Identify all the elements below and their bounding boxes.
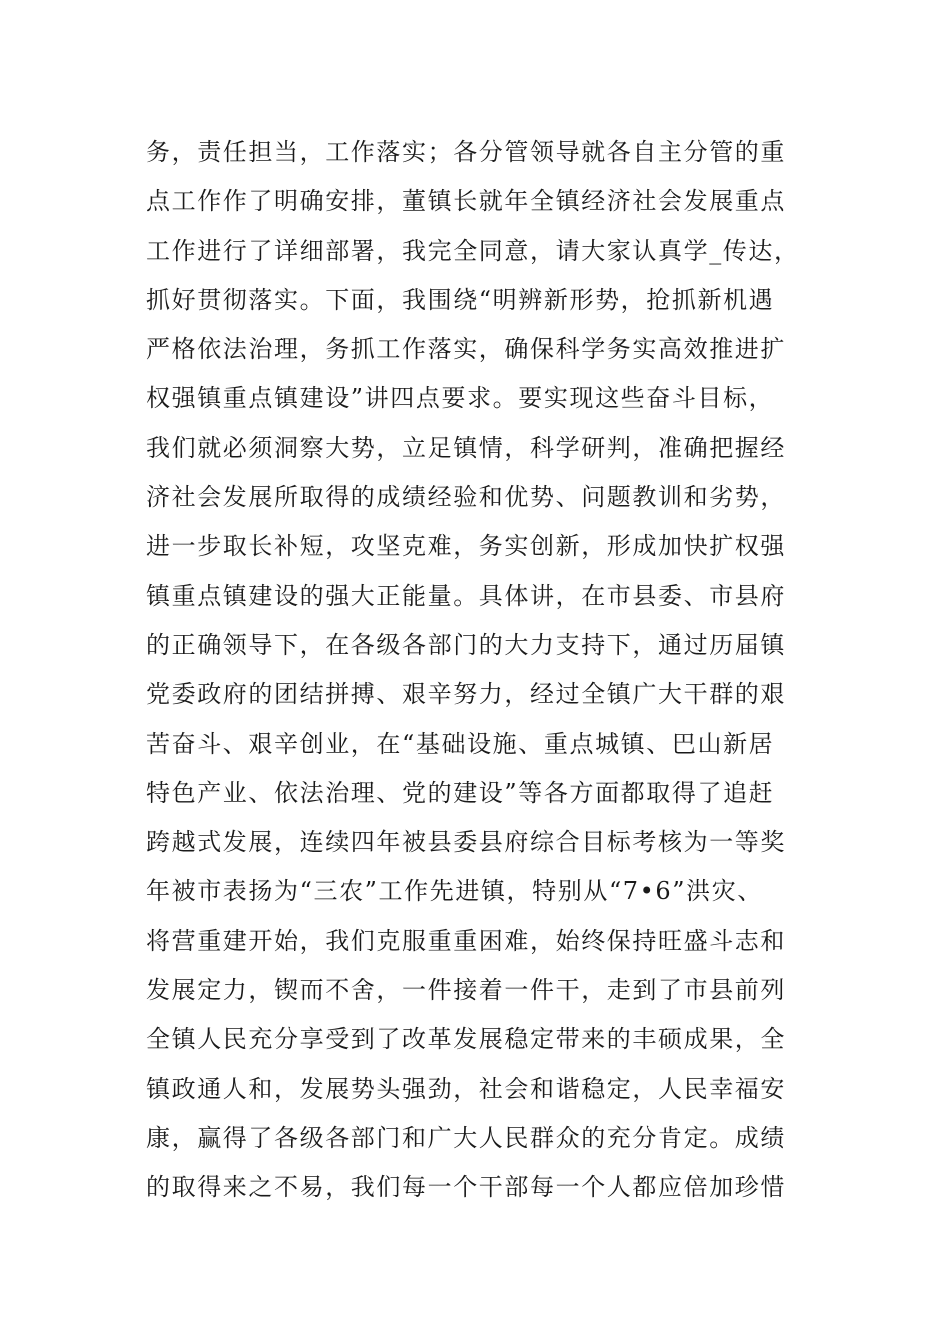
text-line: 党委政府的团结拼搏、艰辛努力，经过全镇广大干群的艰 [146, 680, 786, 709]
text-line: 抓好贯彻落实。下面，我围绕“明辨新形势，抢抓新机遇 [146, 285, 775, 314]
text-line: 点工作作了明确安排，董镇长就年全镇经济社会发展重点 [146, 187, 786, 216]
text-line: 镇政通人和，发展势头强劲，社会和谐稳定，人民幸福安 [146, 1074, 786, 1103]
text-line: 工作进行了详细部署，我完全同意，请大家认真学_传达， [146, 236, 800, 265]
text-line: 济社会发展所取得的成绩经验和优势、问题教训和劣势， [146, 483, 786, 512]
text-line: 全镇人民充分享受到了改革发展稳定带来的丰硕成果，全 [146, 1025, 786, 1054]
text-line: 我们就必须洞察大势，立足镇情，科学研判，准确把握经 [146, 433, 786, 462]
text-line: 特色产业、依法治理、党的建设”等各方面都取得了追赶 [146, 778, 775, 807]
text-line: 年被市表扬为“三农”工作先进镇，特别从“7•6”洪灾、 [146, 877, 763, 906]
text-line: 苦奋斗、艰辛创业，在“基础设施、重点城镇、巴山新居 [146, 729, 775, 758]
text-line: 进一步取长补短，攻坚克难，务实创新，形成加快扩权强 [146, 532, 786, 561]
text-line: 镇重点镇建设的强大正能量。具体讲，在市县委、市县府 [146, 581, 786, 610]
text-line: 严格依法治理，务抓工作落实，确保科学务实高效推进扩 [146, 335, 786, 364]
text-line: 跨越式发展，连续四年被县委县府综合目标考核为一等奖 [146, 828, 786, 857]
text-line: 权强镇重点镇建设”讲四点要求。要实现这些奋斗目标， [146, 384, 775, 413]
text-line: 务，责任担当，工作落实；各分管领导就各自主分管的重 [146, 138, 786, 166]
text-line: 将营重建开始，我们克服重重困难，始终保持旺盛斗志和 [146, 926, 786, 955]
text-line: 康，赢得了各级各部门和广大人民群众的充分肯定。成绩 [146, 1123, 786, 1152]
text-line: 的正确领导下，在各级各部门的大力支持下，通过历届镇 [146, 630, 786, 659]
text-line: 的取得来之不易，我们每一个干部每一个人都应倍加珍惜 [146, 1173, 786, 1202]
body-text [146, 128, 836, 1213]
text-line: 发展定力，锲而不舍，一件接着一件干，走到了市县前列 [146, 976, 786, 1005]
